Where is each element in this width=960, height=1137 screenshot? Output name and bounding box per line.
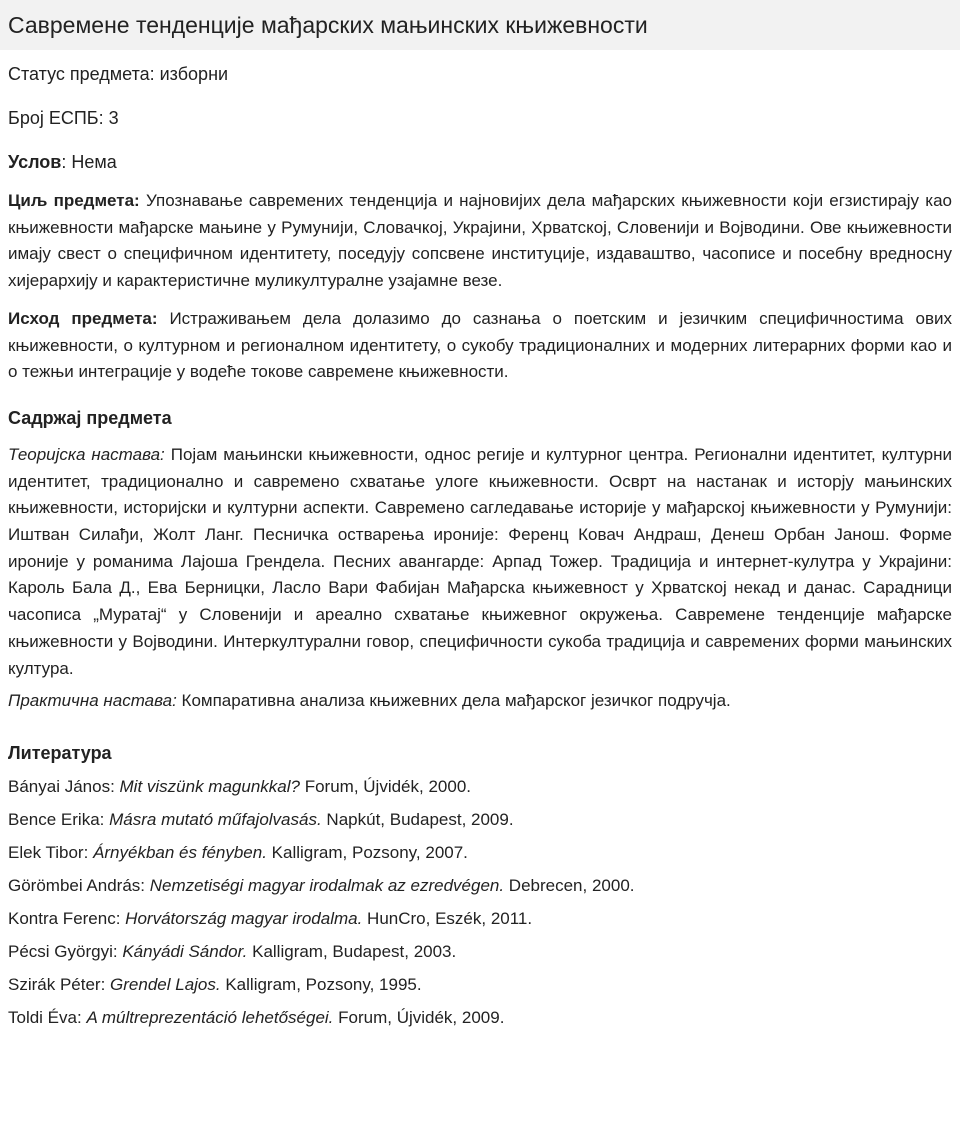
lit-title: Grendel Lajos. (110, 974, 221, 994)
literature-heading: Литература (8, 742, 112, 763)
literature-item (8, 1006, 952, 1030)
espb-line (8, 106, 952, 130)
goal-text: Упознавање савремених тенденција и најновијих дела мађарских књижевности који егзистирају као књижевности мађарске мањине у Румунији, Словачкој, Украјини, Хрватској, Словенији и Војводини. Ове књижевности имају свест о специфичном идентитету, поседују сопсвене институције, издаваштво, часописе и посебну вредносну хијерархију и карактеристичне муликултуралне узајамне везе. (8, 191, 952, 291)
condition-line (8, 150, 952, 174)
lit-author: Szirák Péter: (8, 974, 111, 994)
literature-item (8, 940, 952, 964)
lit-publisher: Forum, Újvidék, 2000. (299, 776, 471, 796)
lit-title: Nemzetiségi magyar irodalmak az ezredvégen. (149, 875, 505, 895)
espb-label: Број ЕСПБ: (8, 108, 104, 128)
outcome-text: Истраживањем дела долазимо до сазнања о поетским и језичким специфичностима ових књижевности, о културном и регионалном идентитету, о сукобу традиционалних и модерних литерарних форми као и о тежњи интеграције у водеће токове савремене књижевности. (8, 308, 952, 382)
page-title: Савремене тенденције мађарских мањинских књижевности (0, 0, 960, 50)
outcome-paragraph (8, 306, 952, 386)
literature-item (8, 907, 952, 931)
lit-author: Pécsi Györgyi: (8, 941, 123, 961)
lit-title: Másra mutató műfajolvasás. (109, 809, 322, 829)
lit-title: Mit viszünk magunkkal? (119, 776, 300, 796)
status-line (8, 62, 952, 86)
goal-paragraph (8, 188, 952, 295)
lit-author: Kontra Ferenc: (8, 908, 126, 928)
lit-publisher: Kalligram, Pozsony, 1995. (220, 974, 422, 994)
practice-label: Практична настава: (8, 691, 177, 711)
condition-label: Услов (8, 152, 62, 172)
condition-value: : Нема (61, 152, 117, 172)
content-heading: Садржај предмета (8, 407, 172, 428)
lit-publisher: Debrecen, 2000. (504, 875, 635, 895)
theory-paragraph (8, 442, 952, 682)
goal-label: Циљ предмета: (8, 191, 140, 210)
lit-title: A múltreprezentáció lehetőségei. (86, 1007, 334, 1027)
lit-publisher: Forum, Újvidék, 2009. (333, 1007, 505, 1027)
lit-title: Horvátország magyar irodalma. (125, 908, 363, 928)
practice-paragraph (8, 688, 952, 715)
outcome-label: Исход предмета: (8, 308, 158, 328)
espb-value: 3 (103, 108, 119, 128)
lit-publisher: Kalligram, Budapest, 2003. (247, 941, 457, 961)
literature-item (8, 973, 952, 997)
lit-author: Görömbei András: (8, 875, 150, 895)
literature-item (8, 874, 952, 898)
literature-item (8, 808, 952, 832)
lit-author: Bence Erika: (8, 809, 110, 829)
status-label: Статус предмета: (8, 64, 155, 84)
course-content (0, 62, 960, 1030)
lit-author: Elek Tibor: (8, 842, 94, 862)
status-value: изборни (154, 64, 229, 84)
literature-list (8, 775, 952, 1030)
lit-author: Toldi Éva: (8, 1007, 87, 1027)
lit-author: Bányai János: (8, 776, 120, 796)
theory-text: Појам мањински књижевности, однос регије и културног центра. Регионални идентитет, културни идентитет, традиционално и савремено схватање улоге књижевности. Осврт на настанак и исторју мањинских књижевности, историјски и културни аспекти. Савремено сагледавање историје у мађарској књижевности у Румунији: Иштван Силађи, Жолт Ланг. Песничка остварења ироније: Ференц Ковач Андраш, Денеш Орбан Јанош. Форме ироније у романима Лајоша Грендела. Песних авангарде: Арпад Тожер. Традиција и интернет-кулутра у Украјини: Кароль Бала Д., Ева Берницки, Ласло Вари Фабијан Мађарска књижевност у Хрватској некад и данас. Сарадници часописа „Муратај“ у Словенији и ареално схватање књижевног окружења. Савремене тенденције мађарске књижевности у Војводини. Интеркултурални говор, специфичности сукоба традиција и савремених форми мањинских култура. (8, 444, 952, 678)
lit-title: Árnyékban és fényben. (93, 842, 267, 862)
practice-text: Компаративна анализа књижевних дела мађарског језичког подручја. (176, 691, 731, 711)
theory-label: Теоријска настава: (8, 444, 165, 464)
lit-publisher: Kalligram, Pozsony, 2007. (266, 842, 468, 862)
lit-publisher: HunCro, Eszék, 2011. (362, 908, 533, 928)
lit-title: Kányádi Sándor. (122, 941, 248, 961)
lit-publisher: Napkút, Budapest, 2009. (321, 809, 514, 829)
literature-item (8, 775, 952, 799)
literature-item (8, 841, 952, 865)
